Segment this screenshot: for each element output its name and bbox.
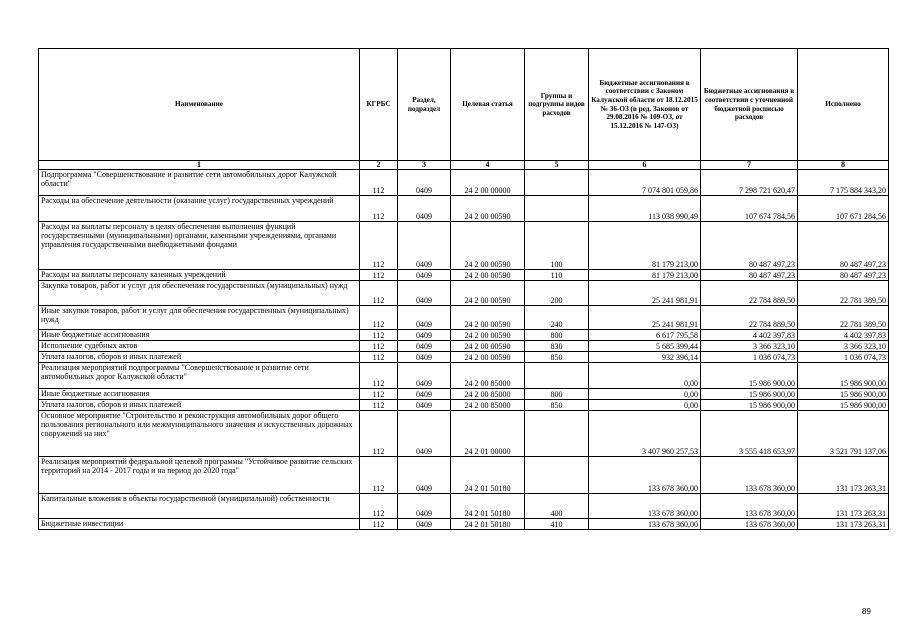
- row-executed: 131 173 263,31: [798, 457, 889, 494]
- row-section: 0409: [398, 170, 451, 196]
- row-expense-group: 110: [525, 270, 589, 281]
- row-expense-group: 410: [525, 519, 589, 530]
- row-target-item: 24 2 00 00590: [451, 352, 525, 363]
- header-law-allocations: Бюджетные ассигнования в соответствии с Законом Калужской области от 18.12.2015 № 36-ОЗ (в ред. Законов от 29.08.2016 № 109-ОЗ, от 15.12.2016 № 147-ОЗ): [589, 49, 701, 161]
- row-name: Основное мероприятие "Строительство и реконструкция автомобильных дорог общего пользования регионального или межмуниципального значения и искусственных дорожных сооружений на них": [39, 411, 360, 457]
- table-row: [39, 457, 889, 494]
- row-executed: 3 521 791 137,06: [798, 411, 889, 457]
- row-law-allocation: 0,00: [589, 363, 701, 389]
- row-refined-allocation: 107 674 784,56: [701, 196, 798, 222]
- row-target-item: 24 2 00 85000: [451, 363, 525, 389]
- row-target-item: 24 2 00 00590: [451, 281, 525, 306]
- row-refined-allocation: 22 784 889,50: [701, 281, 798, 306]
- row-expense-group: [525, 196, 589, 222]
- row-kgrbs: 112: [360, 363, 398, 389]
- column-number: 7: [701, 161, 798, 170]
- row-section: 0409: [398, 494, 451, 519]
- table-row: [39, 400, 889, 411]
- column-number: 8: [798, 161, 889, 170]
- row-executed: 4 402 397,83: [798, 330, 889, 341]
- row-expense-group: 100: [525, 222, 589, 270]
- header-name: Наименование: [39, 49, 360, 161]
- row-name: Расходы на обеспечение деятельности (оказание услуг) государственных учреждений: [39, 196, 360, 222]
- row-section: 0409: [398, 341, 451, 352]
- row-refined-allocation: 7 298 721 620,47: [701, 170, 798, 196]
- row-refined-allocation: 133 678 360,00: [701, 494, 798, 519]
- row-section: 0409: [398, 363, 451, 389]
- row-section: 0409: [398, 196, 451, 222]
- row-expense-group: 400: [525, 494, 589, 519]
- row-kgrbs: 112: [360, 411, 398, 457]
- row-target-item: 24 2 00 00590: [451, 341, 525, 352]
- row-name: Исполнение судебных актов: [39, 341, 360, 352]
- row-expense-group: [525, 363, 589, 389]
- row-target-item: 24 2 00 00590: [451, 306, 525, 330]
- row-refined-allocation: 133 678 360,00: [701, 457, 798, 494]
- row-refined-allocation: 80 487 497,23: [701, 270, 798, 281]
- column-number: 1: [39, 161, 360, 170]
- row-law-allocation: 7 074 801 059,86: [589, 170, 701, 196]
- row-expense-group: 850: [525, 352, 589, 363]
- row-section: 0409: [398, 400, 451, 411]
- row-executed: 80 487 497,23: [798, 270, 889, 281]
- row-section: 0409: [398, 457, 451, 494]
- table-row: [39, 170, 889, 196]
- row-expense-group: 800: [525, 330, 589, 341]
- row-expense-group: [525, 411, 589, 457]
- row-refined-allocation: 15 986 900,00: [701, 400, 798, 411]
- row-kgrbs: 112: [360, 494, 398, 519]
- table-row: [39, 519, 889, 530]
- row-executed: 107 671 284,56: [798, 196, 889, 222]
- header-target-item: Целевая статья: [451, 49, 525, 161]
- row-target-item: 24 2 00 00590: [451, 330, 525, 341]
- row-target-item: 24 2 00 85000: [451, 389, 525, 400]
- row-refined-allocation: 1 036 074,73: [701, 352, 798, 363]
- row-law-allocation: 0,00: [589, 400, 701, 411]
- table-row: [39, 341, 889, 352]
- column-number-row: [39, 161, 889, 170]
- row-law-allocation: 0,00: [589, 389, 701, 400]
- header-refined-allocations: Бюджетные ассигнования в соответствии с уточненной бюджетной росписью расходов: [701, 49, 798, 161]
- row-law-allocation: 81 179 213,00: [589, 222, 701, 270]
- row-kgrbs: 112: [360, 352, 398, 363]
- row-target-item: 24 2 00 00590: [451, 222, 525, 270]
- row-executed: 15 986 900,00: [798, 400, 889, 411]
- row-executed: 1 036 074,73: [798, 352, 889, 363]
- row-section: 0409: [398, 330, 451, 341]
- row-expense-group: [525, 457, 589, 494]
- row-expense-group: 200: [525, 281, 589, 306]
- row-refined-allocation: 15 986 900,00: [701, 389, 798, 400]
- row-executed: 7 175 884 343,20: [798, 170, 889, 196]
- row-refined-allocation: 4 402 397,83: [701, 330, 798, 341]
- row-section: 0409: [398, 306, 451, 330]
- row-executed: 22 781 389,50: [798, 306, 889, 330]
- row-name: Реализация мероприятий федеральной целевой программы "Устойчивое развитие сельских территорий на 2014 - 2017 годы и на период до 2020 года": [39, 457, 360, 494]
- row-executed: 3 366 323,10: [798, 341, 889, 352]
- row-law-allocation: 25 241 981,91: [589, 306, 701, 330]
- row-law-allocation: 5 685 399,44: [589, 341, 701, 352]
- row-kgrbs: 112: [360, 222, 398, 270]
- row-refined-allocation: 3 366 323,10: [701, 341, 798, 352]
- header-expense-group: Группы и подгруппы видов расходов: [525, 49, 589, 161]
- row-target-item: 24 2 00 85000: [451, 400, 525, 411]
- row-law-allocation: 25 241 981,91: [589, 281, 701, 306]
- column-number: 6: [589, 161, 701, 170]
- row-executed: 22 781 389,50: [798, 281, 889, 306]
- column-number: 5: [525, 161, 589, 170]
- row-name: Подпрограмма "Совершенствование и развитие сети автомобильных дорог Калужской области": [39, 170, 360, 196]
- row-refined-allocation: 80 487 497,23: [701, 222, 798, 270]
- row-law-allocation: 3 407 960 257,53: [589, 411, 701, 457]
- row-executed: 131 173 263,31: [798, 519, 889, 530]
- row-target-item: 24 2 01 50180: [451, 519, 525, 530]
- row-section: 0409: [398, 411, 451, 457]
- row-refined-allocation: 15 986 900,00: [701, 363, 798, 389]
- row-name: Расходы на выплаты персоналу в целях обеспечения выполнения функций государственными (муниципальными) органами, казенными учреждениями, органами управления государственными внебюджетными фондами: [39, 222, 360, 270]
- row-kgrbs: 112: [360, 330, 398, 341]
- row-executed: 80 487 497,23: [798, 222, 889, 270]
- row-kgrbs: 112: [360, 341, 398, 352]
- row-law-allocation: 133 678 360,00: [589, 457, 701, 494]
- row-kgrbs: 112: [360, 196, 398, 222]
- row-section: 0409: [398, 270, 451, 281]
- row-target-item: 24 2 01 50180: [451, 457, 525, 494]
- row-name: Иные закупки товаров, работ и услуг для обеспечения государственных (муниципальных) нужд: [39, 306, 360, 330]
- header-executed: Исполнено: [798, 49, 889, 161]
- table-row: [39, 389, 889, 400]
- row-name: Реализация мероприятий подпрограммы "Совершенствование и развитие сети автомобильных дорог Калужской области": [39, 363, 360, 389]
- row-refined-allocation: 133 678 360,00: [701, 519, 798, 530]
- row-expense-group: 800: [525, 389, 589, 400]
- column-number: 2: [360, 161, 398, 170]
- header-row: [39, 49, 889, 161]
- row-kgrbs: 112: [360, 389, 398, 400]
- row-target-item: 24 2 01 00000: [451, 411, 525, 457]
- row-target-item: 24 2 00 00590: [451, 196, 525, 222]
- row-name: Уплата налогов, сборов и иных платежей: [39, 352, 360, 363]
- row-name: Иные бюджетные ассигнования: [39, 330, 360, 341]
- row-name: Закупка товаров, работ и услуг для обеспечения государственных (муниципальных) нужд: [39, 281, 360, 306]
- row-section: 0409: [398, 222, 451, 270]
- row-expense-group: [525, 170, 589, 196]
- row-section: 0409: [398, 281, 451, 306]
- row-law-allocation: 133 678 360,00: [589, 519, 701, 530]
- row-expense-group: 240: [525, 306, 589, 330]
- row-law-allocation: 932 396,14: [589, 352, 701, 363]
- row-law-allocation: 113 038 990,49: [589, 196, 701, 222]
- budget-execution-table: [38, 48, 889, 530]
- row-name: Капитальные вложения в объекты государственной (муниципальной) собственности: [39, 494, 360, 519]
- header-section: Раздел, подраздел: [398, 49, 451, 161]
- row-section: 0409: [398, 519, 451, 530]
- row-kgrbs: 112: [360, 400, 398, 411]
- row-section: 0409: [398, 389, 451, 400]
- row-name: Иные бюджетные ассигнования: [39, 389, 360, 400]
- row-executed: 15 986 900,00: [798, 363, 889, 389]
- row-kgrbs: 112: [360, 270, 398, 281]
- row-name: Расходы на выплаты персоналу казенных учреждений: [39, 270, 360, 281]
- row-kgrbs: 112: [360, 519, 398, 530]
- row-law-allocation: 81 179 213,00: [589, 270, 701, 281]
- row-section: 0409: [398, 352, 451, 363]
- table-row: [39, 494, 889, 519]
- row-executed: 131 173 263,31: [798, 494, 889, 519]
- table-row: [39, 411, 889, 457]
- header-kgrbs: КГРБС: [360, 49, 398, 161]
- row-law-allocation: 6 617 795,58: [589, 330, 701, 341]
- row-kgrbs: 112: [360, 281, 398, 306]
- table-row: [39, 270, 889, 281]
- table-row: [39, 196, 889, 222]
- table-row: [39, 222, 889, 270]
- row-name: Уплата налогов, сборов и иных платежей: [39, 400, 360, 411]
- table-row: [39, 363, 889, 389]
- table-row: [39, 352, 889, 363]
- row-expense-group: 830: [525, 341, 589, 352]
- table-body: [39, 170, 889, 530]
- row-expense-group: 850: [525, 400, 589, 411]
- row-kgrbs: 112: [360, 306, 398, 330]
- row-law-allocation: 133 678 360,00: [589, 494, 701, 519]
- column-number: 3: [398, 161, 451, 170]
- row-executed: 15 986 900,00: [798, 389, 889, 400]
- row-kgrbs: 112: [360, 457, 398, 494]
- page-number: 89: [862, 607, 871, 616]
- table-row: [39, 306, 889, 330]
- row-target-item: 24 2 01 50180: [451, 494, 525, 519]
- table-row: [39, 330, 889, 341]
- row-target-item: 24 2 00 00000: [451, 170, 525, 196]
- row-refined-allocation: 3 555 418 653,97: [701, 411, 798, 457]
- row-kgrbs: 112: [360, 170, 398, 196]
- row-name: Бюджетные инвестиции: [39, 519, 360, 530]
- table-row: [39, 281, 889, 306]
- column-number: 4: [451, 161, 525, 170]
- row-refined-allocation: 22 784 889,50: [701, 306, 798, 330]
- row-target-item: 24 2 00 00590: [451, 270, 525, 281]
